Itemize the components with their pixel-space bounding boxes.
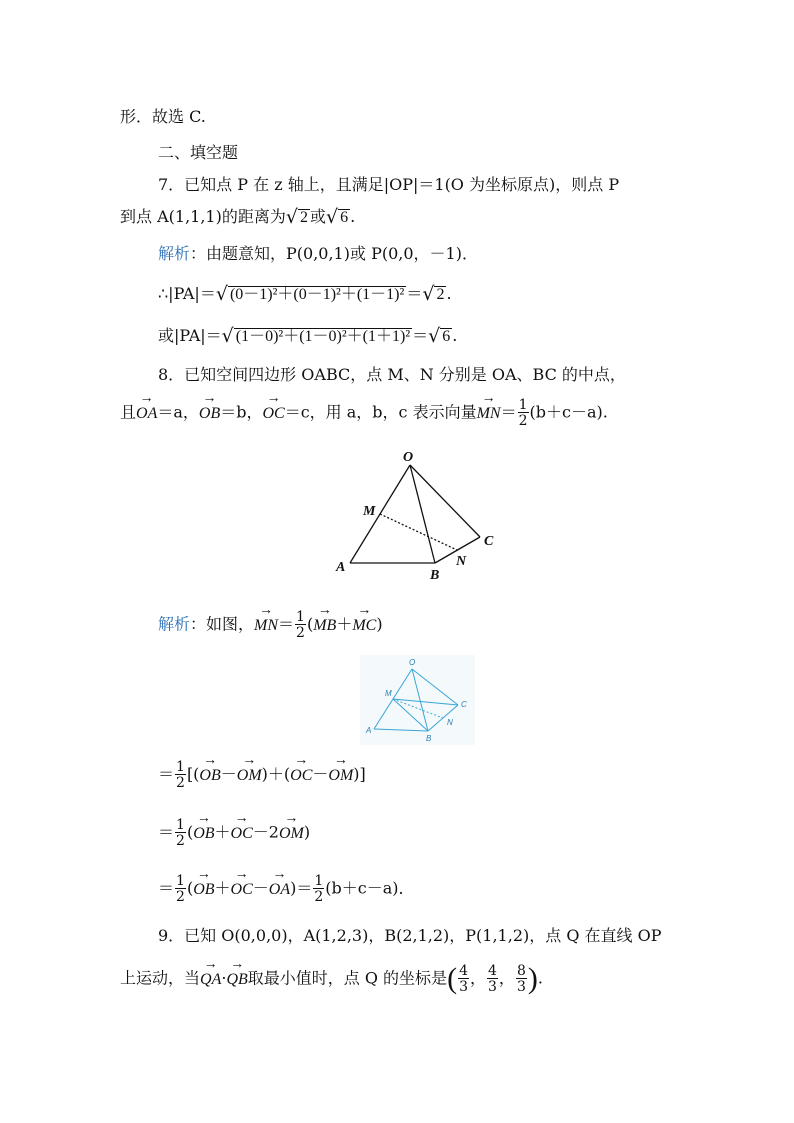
q7-line1: 7．已知点 P 在 z 轴上，且满足|OP|＝1(O 为坐标原点)，则点 P xyxy=(158,175,620,194)
svg-text:O: O xyxy=(409,658,416,667)
vector-mn: → MN xyxy=(477,405,501,423)
q8-step2: ＝ $\frac{1}{2}$ (→ OB＋→ OC－2→ OM) xyxy=(158,818,310,848)
label-a: A xyxy=(336,560,346,575)
label-n: N xyxy=(456,554,467,569)
tetrahedron-figure-2 xyxy=(360,655,475,745)
q7-line2: 到点 A(1,1,1)的距离为√ 2 或√ 6 . xyxy=(120,206,356,228)
svg-text:M: M xyxy=(385,689,392,698)
label-o: O xyxy=(403,450,414,465)
sqrt-symbol: √ xyxy=(325,206,339,228)
q8-step3: ＝ $\frac{1}{2}$ (→ OB＋→ OC－→ OA)＝ $\frac{1}{2}$ (b＋c－a)． xyxy=(158,874,415,904)
sqrt-symbol: √ xyxy=(215,283,228,305)
q9-line2: 上运动，当→ QA·→ QB取最小值时，点 Q 的坐标是( $\frac{4}{3}$ ， $\frac{4}{3}$ ， $\frac{8}{3}$ ). xyxy=(120,962,543,996)
q7-pa-1: ∴|PA|＝√ (0－1)²＋(0－1)²＋(1－1)² ＝√ 2 . xyxy=(158,283,452,305)
sqrt-symbol: √ xyxy=(422,283,435,305)
svg-text:B: B xyxy=(426,734,432,743)
q8-solution: 解析：如图，→ MN＝ $\frac{1}{2}$ (→ MB＋→ MC) xyxy=(158,610,383,640)
vector-oc: → OC xyxy=(262,405,284,423)
q9-line1: 9．已知 O(0,0,0)，A(1,2,3)，B(2,1,2)，P(1,1,2)，点 Q 在直线 OP xyxy=(158,926,662,945)
sqrt-symbol: √ xyxy=(221,325,234,347)
svg-text:N: N xyxy=(447,718,453,727)
label-b: B xyxy=(430,568,440,583)
q8-step1: ＝ $\frac{1}{2}$ [(→ OB－→ OM)＋(→ OC－→ OM)] xyxy=(158,760,366,790)
q7-solution: 解析：由题意知，P(0,0,1)或 P(0,0，－1)． xyxy=(158,244,478,263)
q8-line2: 且→ OA＝a，→ OB＝b，→ OC＝c，用 a，b，c 表示向量→ MN＝ $\frac{1}{2}$ (b＋c－a). xyxy=(120,398,608,428)
q8-line1: 8．已知空间四边形 OABC，点 M、N 分别是 OA、BC 的中点， xyxy=(158,365,626,384)
sqrt-symbol: √ xyxy=(428,325,441,347)
sqrt-symbol: √ xyxy=(285,206,298,228)
vector-oa: → OA xyxy=(136,405,157,423)
label-c: C xyxy=(484,534,494,549)
label-m: M xyxy=(363,504,376,519)
q7-pa-2: 或|PA|＝√ (1－0)²＋(1－0)²＋(1＋1)² ＝√ 6 . xyxy=(158,325,458,347)
svg-text:C: C xyxy=(461,700,467,709)
svg-text:A: A xyxy=(366,726,372,735)
solution-label: 解析 xyxy=(158,614,191,634)
tetrahedron-figure xyxy=(330,445,510,585)
fraction-half: $\frac{1}{2}$ xyxy=(518,397,528,429)
prev-line: 形．故选 C. xyxy=(120,107,206,126)
solution-label: 解析 xyxy=(158,244,191,263)
section-heading: 二、填空题 xyxy=(158,143,239,162)
vector-ob: → OB xyxy=(199,405,220,423)
